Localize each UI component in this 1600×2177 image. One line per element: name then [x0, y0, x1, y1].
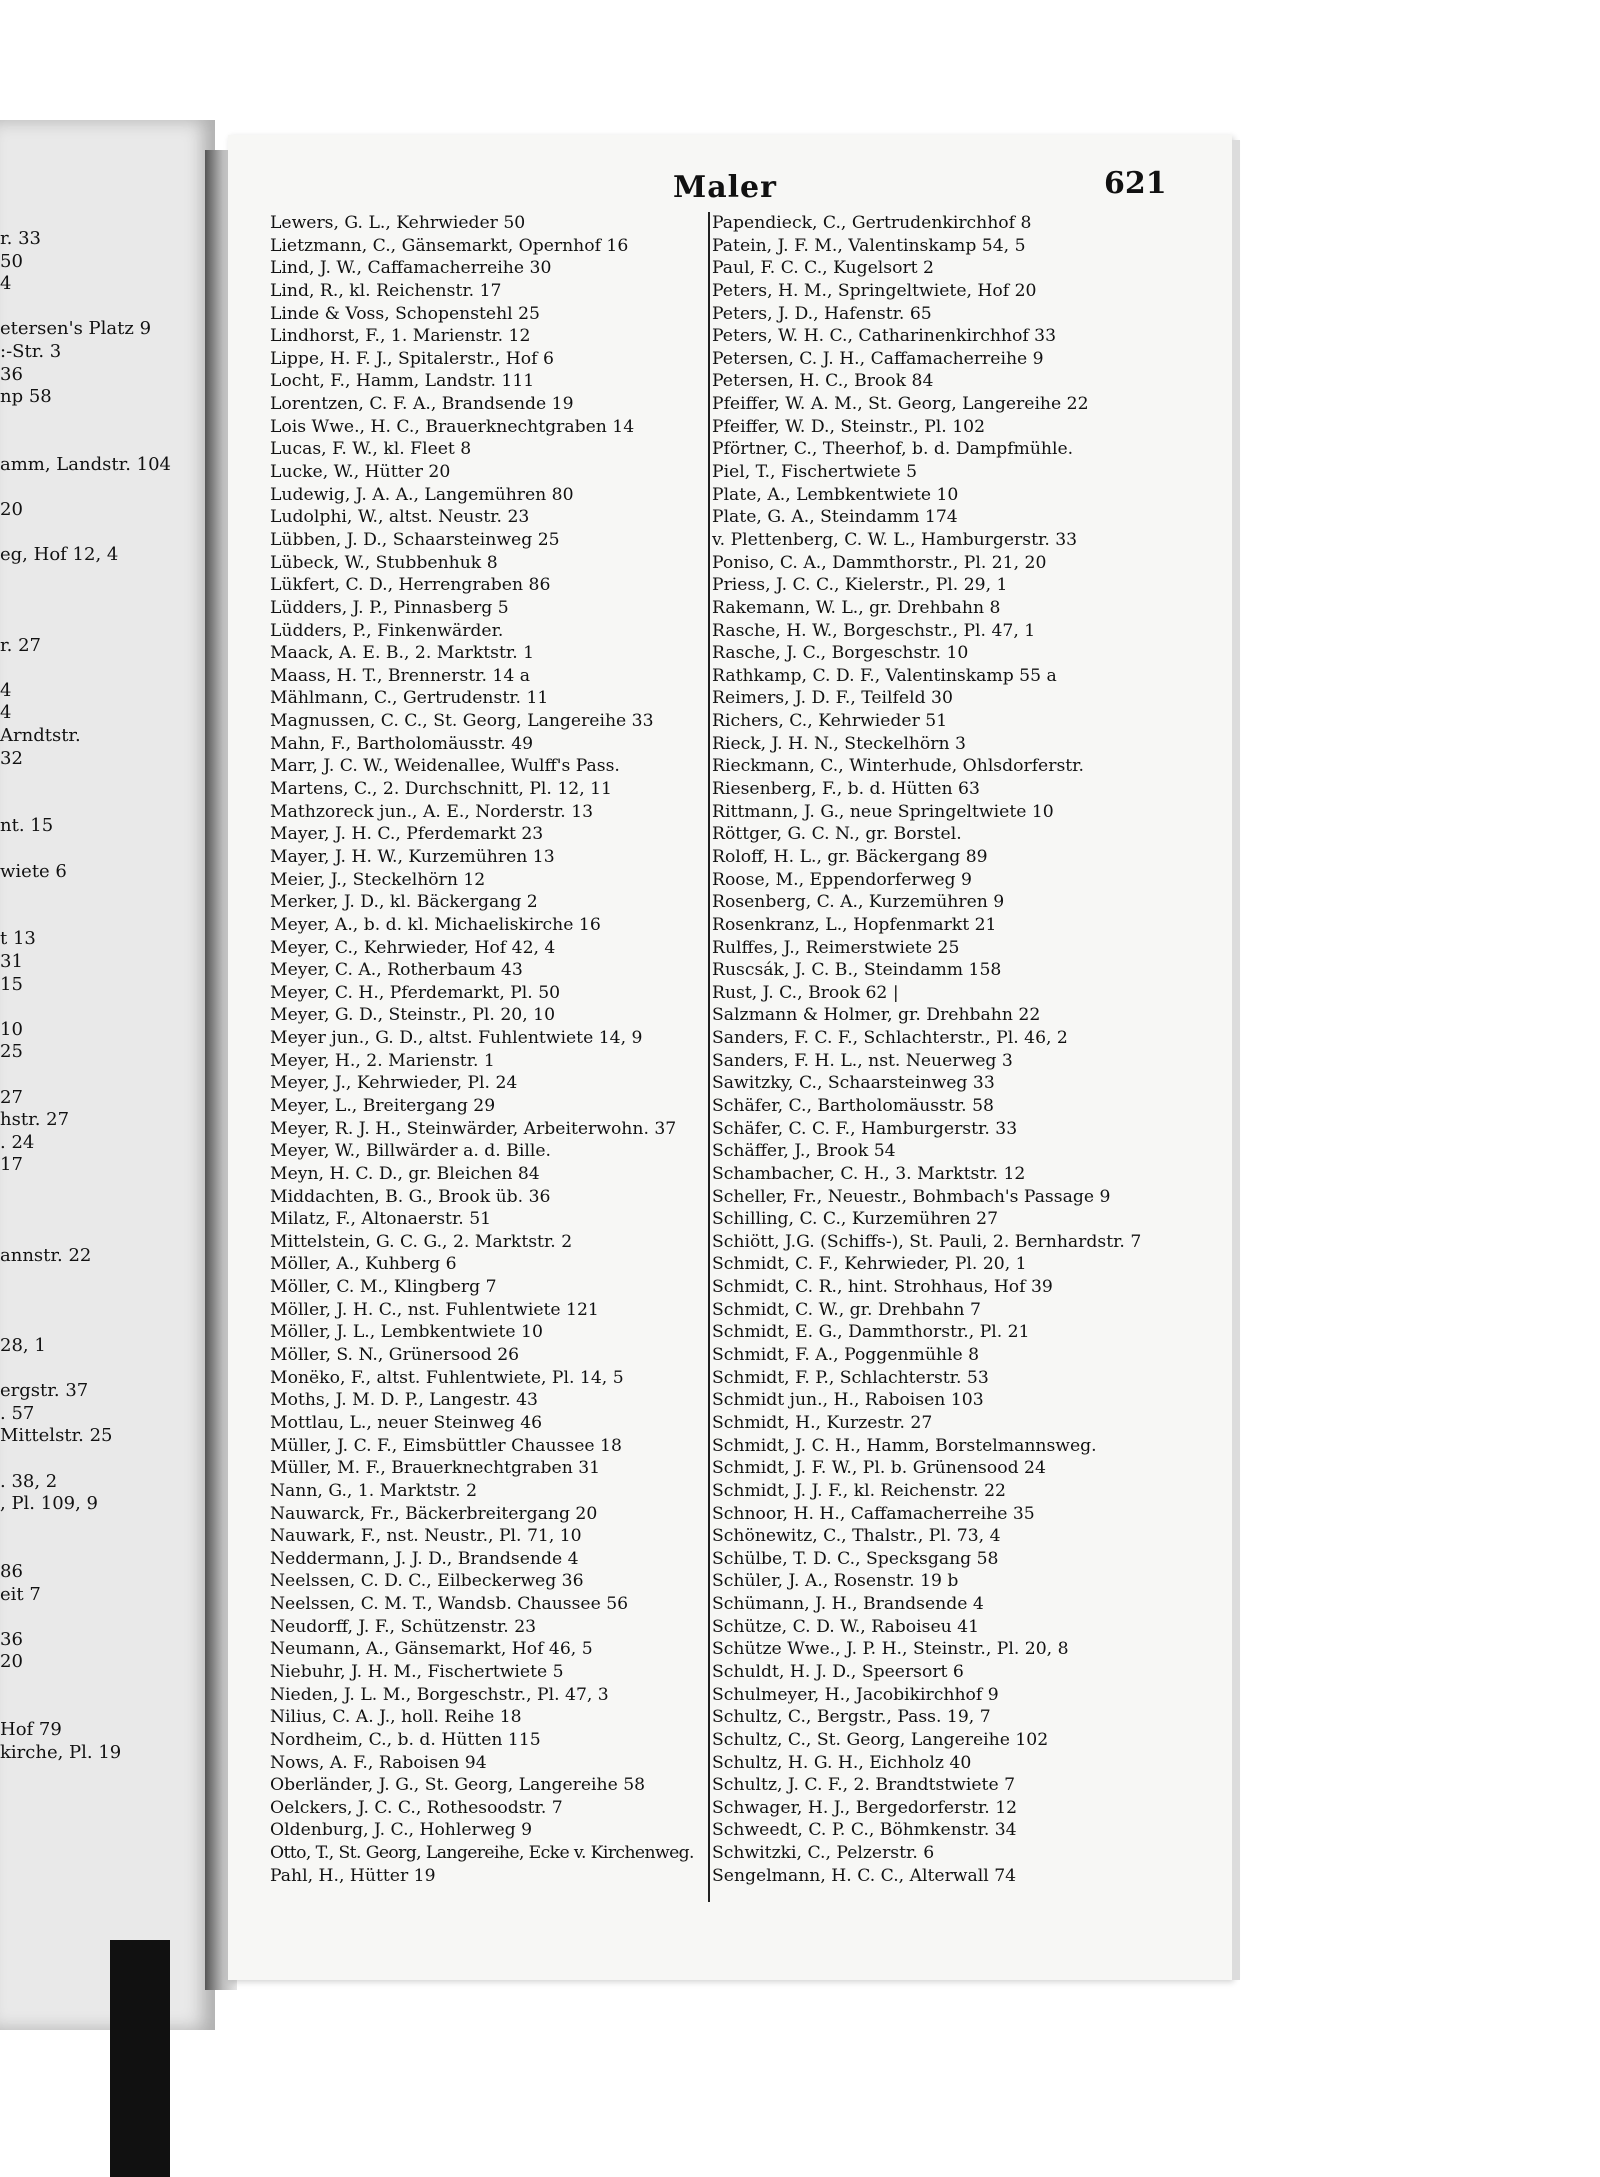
directory-entry: Meyer jun., G. D., altst. Fuhlentwiete 14, 9 — [270, 1028, 643, 1049]
directory-column-right — [712, 212, 1142, 1887]
directory-entry: Schütze, C. D. W., Raboiseu 41 — [712, 1616, 980, 1637]
page-number: 621 — [1104, 166, 1167, 201]
left-page-fragment: . 24 — [0, 1131, 35, 1153]
left-page-fragment — [0, 1538, 215, 1561]
directory-entry: Plate, A., Lembkentwiete 10 — [712, 484, 959, 505]
directory-entry: Mayer, J. H. W., Kurzemühren 13 — [270, 846, 555, 867]
directory-entry: Schilling, C. C., Kurzemühren 27 — [712, 1209, 999, 1230]
directory-entry: Möller, A., Kuhberg 6 — [270, 1254, 457, 1275]
left-page-fragment — [0, 1358, 215, 1381]
left-page-fragment: kirche, Pl. 19 — [0, 1741, 122, 1763]
directory-entry: Nann, G., 1. Marktstr. 2 — [270, 1480, 478, 1501]
left-page-fragment — [0, 612, 215, 635]
directory-entry: Piel, T., Fischertwiete 5 — [712, 462, 918, 483]
directory-entry: Mählmann, C., Gertrudenstr. 11 — [270, 688, 549, 709]
directory-entry: Peters, J. D., Hafenstr. 65 — [712, 303, 932, 324]
left-page-fragment: 10 — [0, 1018, 23, 1040]
directory-entry: Schnoor, H. H., Caffamacherreihe 35 — [712, 1503, 1035, 1524]
directory-entry: Möller, S. N., Grünersood 26 — [270, 1345, 520, 1366]
directory-entry: Scheller, Fr., Neuestr., Bohmbach's Passage 9 — [712, 1186, 1111, 1207]
left-page-fragment: 50 — [0, 250, 23, 272]
directory-entry: Lewers, G. L., Kehrwieder 50 — [270, 213, 526, 233]
directory-entry: Lindhorst, F., 1. Marienstr. 12 — [270, 326, 531, 347]
left-page-fragment — [0, 567, 215, 590]
directory-entry: Meier, J., Steckelhörn 12 — [270, 869, 486, 890]
directory-entry: Nauwark, F., nst. Neustr., Pl. 71, 10 — [270, 1526, 582, 1547]
left-page-fragment: Mittelstr. 25 — [0, 1425, 113, 1447]
directory-entry: Pförtner, C., Theerhof, b. d. Dampfmühle. — [712, 439, 1074, 460]
directory-entry: Schmidt, H., Kurzestr. 27 — [712, 1412, 933, 1433]
directory-entry: Rasche, J. C., Borgeschstr. 10 — [712, 643, 969, 664]
directory-entry: Patein, J. F. M., Valentinskamp 54, 5 — [712, 235, 1026, 256]
directory-entry: Martens, C., 2. Durchschnitt, Pl. 12, 11 — [270, 779, 612, 800]
directory-entry: Schwager, H. J., Bergedorferstr. 12 — [712, 1797, 1018, 1818]
directory-entry: Mittelstein, G. C. G., 2. Marktstr. 2 — [270, 1231, 573, 1252]
directory-entry: Neumann, A., Gänsemarkt, Hof 46, 5 — [270, 1639, 593, 1660]
left-page-fragment — [0, 838, 215, 861]
left-page-fragment: np 58 — [0, 386, 52, 408]
left-page-fragment — [0, 1448, 215, 1471]
left-page-fragment: t 13 — [0, 928, 36, 950]
directory-entry: Rakemann, W. L., gr. Drehbahn 8 — [712, 597, 1001, 618]
left-page-fragment: 15 — [0, 973, 23, 995]
directory-entry: Roose, M., Eppendorferweg 9 — [712, 869, 972, 890]
left-page-fragment — [0, 1313, 215, 1336]
page-header-title: Maler — [673, 170, 777, 205]
left-page-fragment: 27 — [0, 1086, 23, 1108]
directory-entry: Moths, J. M. D. P., Langestr. 43 — [270, 1390, 538, 1411]
directory-entry: Schultz, C., St. Georg, Langereihe 102 — [712, 1729, 1049, 1750]
left-page-fragment: :-Str. 3 — [0, 340, 62, 362]
left-page-fragment — [0, 590, 215, 613]
directory-entry: Merker, J. D., kl. Bäckergang 2 — [270, 892, 538, 913]
left-page-fragment: 36 — [0, 1628, 23, 1650]
directory-entry: Meyer, C. H., Pferdemarkt, Pl. 50 — [270, 982, 561, 1003]
directory-entry: Peters, H. M., Springeltwiete, Hof 20 — [712, 280, 1037, 301]
directory-entry: v. Plettenberg, C. W. L., Hamburgerstr. 33 — [712, 529, 1078, 550]
directory-entry: Mahn, F., Bartholomäusstr. 49 — [270, 733, 534, 754]
directory-entry: Meyer, R. J. H., Steinwärder, Arbeiterwohn. 37 — [270, 1118, 677, 1139]
directory-entry: Lübben, J. D., Schaarsteinweg 25 — [270, 529, 560, 550]
directory-entry: Rieckmann, C., Winterhude, Ohlsdorferstr. — [712, 756, 1084, 777]
left-page-fragment: 36 — [0, 363, 23, 385]
left-page-fragment: 20 — [0, 499, 23, 521]
directory-entry: Schmidt, J. J. F., kl. Reichenstr. 22 — [712, 1480, 1006, 1501]
directory-entry: Locht, F., Hamm, Landstr. 111 — [270, 371, 535, 392]
directory-entry: Röttger, G. C. N., gr. Borstel. — [712, 824, 962, 845]
book-binding-edge — [110, 1940, 170, 2177]
directory-entry: Paul, F. C. C., Kugelsort 2 — [712, 258, 934, 279]
directory-entry: Schülbe, T. D. C., Specksgang 58 — [712, 1548, 999, 1569]
directory-entry: Schönewitz, C., Thalstr., Pl. 73, 4 — [712, 1526, 1001, 1547]
directory-entry: Mathzoreck jun., A. E., Norderstr. 13 — [270, 801, 594, 822]
directory-entry: Lois Wwe., H. C., Brauerknechtgraben 14 — [270, 416, 635, 437]
left-page-fragment: eit 7 — [0, 1583, 41, 1605]
directory-entry: Marr, J. C. W., Weidenallee, Wulff's Pass. — [270, 756, 620, 777]
directory-entry: Lind, J. W., Caffamacherreihe 30 — [270, 258, 552, 279]
directory-entry: Schultz, C., Bergstr., Pass. 19, 7 — [712, 1707, 991, 1728]
left-page-fragment — [0, 522, 215, 545]
left-page-fragment — [0, 770, 215, 793]
left-page-fragment: 4 — [0, 679, 12, 701]
directory-entry: Möller, J. H. C., nst. Fuhlentwiete 121 — [270, 1299, 599, 1320]
directory-entry: Schäfer, C. C. F., Hamburgerstr. 33 — [712, 1118, 1018, 1139]
directory-entry: Petersen, H. C., Brook 84 — [712, 371, 934, 392]
directory-entry: Schütze Wwe., J. P. H., Steinstr., Pl. 20, 8 — [712, 1639, 1069, 1660]
directory-entry: Mayer, J. H. C., Pferdemarkt 23 — [270, 824, 544, 845]
left-page-fragment — [0, 477, 215, 500]
directory-entry: Schiött, J.G. (Schiffs-), St. Pauli, 2. Bernhardstr. 7 — [712, 1231, 1142, 1252]
directory-entry: Lind, R., kl. Reichenstr. 17 — [270, 280, 502, 301]
directory-entry: Middachten, B. G., Brook üb. 36 — [270, 1186, 551, 1207]
directory-entry: Meyer, C. A., Rotherbaum 43 — [270, 960, 523, 981]
directory-entry: Meyer, A., b. d. kl. Michaeliskirche 16 — [270, 914, 601, 935]
left-page-fragment: eg, Hof 12, 4 — [0, 544, 119, 566]
directory-entry: Ludewig, J. A. A., Langemühren 80 — [270, 484, 574, 505]
directory-entry: Meyer, W., Billwärder a. d. Bille. — [270, 1141, 551, 1162]
left-page-fragment: 28, 1 — [0, 1335, 46, 1357]
left-page-fragment — [0, 1516, 215, 1539]
left-page-fragment — [0, 431, 215, 454]
left-page-fragment — [0, 1674, 215, 1697]
directory-entry: Müller, J. C. F., Eimsbüttler Chaussee 18 — [270, 1435, 622, 1456]
directory-entry: Rulffes, J., Reimerstwiete 25 — [712, 937, 960, 958]
directory-entry: Müller, M. F., Brauerknechtgraben 31 — [270, 1458, 601, 1479]
directory-entry: Rathkamp, C. D. F., Valentinskamp 55 a — [712, 665, 1057, 686]
directory-entry: Schäffer, J., Brook 54 — [712, 1141, 896, 1162]
directory-entry: Neddermann, J. J. D., Brandsende 4 — [270, 1548, 579, 1569]
directory-entry: Meyn, H. C. D., gr. Bleichen 84 — [270, 1163, 540, 1184]
left-page-fragment: 17 — [0, 1154, 23, 1176]
directory-entry: Lübeck, W., Stubbenhuk 8 — [270, 552, 498, 573]
left-page-fragment — [0, 1222, 215, 1245]
left-page-fragment: etersen's Platz 9 — [0, 318, 152, 340]
directory-entry: Schambacher, C. H., 3. Marktstr. 12 — [712, 1163, 1026, 1184]
directory-entry: Poniso, C. A., Dammthorstr., Pl. 21, 20 — [712, 552, 1047, 573]
directory-entry: Magnussen, C. C., St. Georg, Langereihe 33 — [270, 711, 654, 732]
left-page-text-fragments — [0, 228, 215, 1764]
directory-entry: Meyer, L., Breitergang 29 — [270, 1095, 496, 1116]
directory-entry: Ruscsák, J. C. B., Steindamm 158 — [712, 960, 1002, 981]
directory-entry: Mottlau, L., neuer Steinweg 46 — [270, 1412, 543, 1433]
directory-entry: Schulmeyer, H., Jacobikirchhof 9 — [712, 1684, 999, 1705]
column-divider — [708, 212, 710, 1902]
left-page-fragment — [0, 906, 215, 929]
left-page-fragment: wiete 6 — [0, 860, 67, 882]
left-page-fragment — [0, 883, 215, 906]
directory-column-left — [270, 212, 715, 1887]
directory-entry: Schmidt, E. G., Dammthorstr., Pl. 21 — [712, 1322, 1030, 1343]
directory-entry: Schüler, J. A., Rosenstr. 19 b — [712, 1571, 959, 1592]
directory-entry: Lucke, W., Hütter 20 — [270, 462, 451, 483]
directory-entry: Ludolphi, W., altst. Neustr. 23 — [270, 507, 530, 528]
directory-entry: Sanders, F. H. L., nst. Neuerweg 3 — [712, 1050, 1013, 1071]
directory-entry: Schmidt, J. C. H., Hamm, Borstelmannsweg. — [712, 1435, 1097, 1456]
left-page-fragment — [0, 996, 215, 1019]
left-page-fragment — [0, 1290, 215, 1313]
directory-entry: Pfeiffer, W. A. M., St. Georg, Langereihe 22 — [712, 394, 1089, 415]
directory-entry: Rust, J. C., Brook 62 | — [712, 982, 899, 1003]
directory-entry: Rieck, J. H. N., Steckelhörn 3 — [712, 733, 966, 754]
directory-entry: Schmidt, J. F. W., Pl. b. Grünensood 24 — [712, 1458, 1046, 1479]
left-page-fragment: 20 — [0, 1651, 23, 1673]
left-page-fragment: 4 — [0, 702, 12, 724]
directory-entry: Linde & Voss, Schopenstehl 25 — [270, 303, 540, 324]
directory-entry: Möller, C. M., Klingberg 7 — [270, 1277, 497, 1298]
directory-entry: Peters, W. H. C., Catharinenkirchhof 33 — [712, 326, 1057, 347]
directory-entry: Oberländer, J. G., St. Georg, Langereihe 58 — [270, 1775, 646, 1796]
directory-entry: Petersen, C. J. H., Caffamacherreihe 9 — [712, 348, 1044, 369]
directory-entry: Schmidt jun., H., Raboisen 103 — [712, 1390, 984, 1411]
left-page-fragment: 32 — [0, 747, 23, 769]
left-page-fragment: annstr. 22 — [0, 1244, 92, 1266]
left-page-fragment — [0, 1064, 215, 1087]
directory-entry: Lüdders, J. P., Pinnasberg 5 — [270, 597, 509, 618]
directory-entry: Rosenberg, C. A., Kurzemühren 9 — [712, 892, 1005, 913]
directory-entry: Schultz, H. G. H., Eichholz 40 — [712, 1752, 972, 1773]
directory-entry: Meyer, C., Kehrwieder, Hof 42, 4 — [270, 937, 556, 958]
left-page-fragment — [0, 793, 215, 816]
left-page-fragment — [0, 657, 215, 680]
directory-entry: Richers, C., Kehrwieder 51 — [712, 711, 948, 732]
directory-entry: Schäfer, C., Bartholomäusstr. 58 — [712, 1095, 994, 1116]
directory-entry: Schmidt, F. P., Schlachterstr. 53 — [712, 1367, 989, 1388]
directory-entry: Schmidt, C. F., Kehrwieder, Pl. 20, 1 — [712, 1254, 1027, 1275]
directory-entry: Roloff, H. L., gr. Bäckergang 89 — [712, 846, 988, 867]
left-page-fragment: 25 — [0, 1041, 23, 1063]
directory-entry: Nieden, J. L. M., Borgeschstr., Pl. 47, 3 — [270, 1684, 609, 1705]
directory-entry: Oelckers, J. C. C., Rothesoodstr. 7 — [270, 1797, 563, 1818]
directory-entry: Schmidt, F. A., Poggenmühle 8 — [712, 1345, 980, 1366]
directory-entry: Lucas, F. W., kl. Fleet 8 — [270, 439, 472, 460]
directory-entry: Riesenberg, F., b. d. Hütten 63 — [712, 779, 980, 800]
directory-entry: Sengelmann, H. C. C., Alterwall 74 — [712, 1865, 1017, 1886]
directory-entry: Rittmann, J. G., neue Springeltwiete 10 — [712, 801, 1054, 822]
left-page-fragment — [0, 1267, 215, 1290]
directory-entry: Milatz, F., Altonaerstr. 51 — [270, 1209, 492, 1230]
left-page-fragment — [0, 1606, 215, 1629]
directory-entry: Pfeiffer, W. D., Steinstr., Pl. 102 — [712, 416, 986, 437]
directory-entry: Schweedt, C. P. C., Böhmkenstr. 34 — [712, 1820, 1017, 1841]
directory-entry: Nordheim, C., b. d. Hütten 115 — [270, 1729, 541, 1750]
directory-entry: Salzmann & Holmer, gr. Drehbahn 22 — [712, 1005, 1041, 1026]
directory-entry: Meyer, H., 2. Marienstr. 1 — [270, 1050, 495, 1071]
directory-entry: Neelssen, C. M. T., Wandsb. Chaussee 56 — [270, 1594, 629, 1615]
directory-entry: Lüdders, P., Finkenwärder. — [270, 620, 504, 641]
directory-entry: Schmidt, C. R., hint. Strohhaus, Hof 39 — [712, 1277, 1053, 1298]
directory-entry: Nows, A. F., Raboisen 94 — [270, 1752, 487, 1773]
left-page-fragment: r. 33 — [0, 228, 41, 249]
directory-entry: Rasche, H. W., Borgeschstr., Pl. 47, 1 — [712, 620, 1036, 641]
directory-entry: Lorentzen, C. F. A., Brandsende 19 — [270, 394, 574, 415]
directory-entry: Maack, A. E. B., 2. Marktstr. 1 — [270, 643, 535, 664]
left-page-fragment: 31 — [0, 951, 23, 972]
left-page-fragment: Arndtstr. — [0, 725, 81, 747]
left-page-fragment: hstr. 27 — [0, 1109, 70, 1131]
directory-entry: Schmidt, C. W., gr. Drehbahn 7 — [712, 1299, 981, 1320]
left-page-fragment: amm, Landstr. 104 — [0, 453, 172, 475]
directory-entry: Papendieck, C., Gertrudenkirchhof 8 — [712, 213, 1032, 233]
directory-entry: Lietzmann, C., Gänsemarkt, Opernhof 16 — [270, 235, 629, 256]
left-page-fragment: r. 27 — [0, 634, 41, 656]
left-page-fragment: ergstr. 37 — [0, 1380, 89, 1402]
directory-entry: Nauwarck, Fr., Bäckerbreitergang 20 — [270, 1503, 598, 1524]
directory-entry: Neelssen, C. D. C., Eilbeckerweg 36 — [270, 1571, 584, 1592]
directory-entry: Sawitzky, C., Schaarsteinweg 33 — [712, 1073, 995, 1094]
directory-entry: Schümann, J. H., Brandsende 4 — [712, 1594, 984, 1615]
directory-entry: Meyer, G. D., Steinstr., Pl. 20, 10 — [270, 1005, 556, 1026]
left-page-fragment — [0, 409, 215, 432]
directory-entry: Reimers, J. D. F., Teilfeld 30 — [712, 688, 953, 709]
directory-entry: Lükfert, C. D., Herrengraben 86 — [270, 575, 551, 596]
left-page-fragment: 86 — [0, 1561, 23, 1583]
directory-entry: Möller, J. L., Lembkentwiete 10 — [270, 1322, 543, 1343]
directory-entry: Rosenkranz, L., Hopfenmarkt 21 — [712, 914, 997, 935]
directory-entry: Schuldt, H. J. D., Speersort 6 — [712, 1662, 964, 1682]
directory-entry: Schultz, J. C. F., 2. Brandtstwiete 7 — [712, 1775, 1016, 1796]
left-page-fragment: . 38, 2 — [0, 1470, 58, 1492]
directory-entry: Schwitzki, C., Pelzerstr. 6 — [712, 1843, 935, 1864]
directory-entry: Oldenburg, J. C., Hohlerweg 9 — [270, 1820, 533, 1841]
directory-entry: Priess, J. C. C., Kielerstr., Pl. 29, 1 — [712, 575, 1008, 596]
directory-entry: Neudorff, J. F., Schützenstr. 23 — [270, 1616, 537, 1637]
directory-entry: Otto, T., St. Georg, Langereihe, Ecke v. Kirchenweg. — [270, 1843, 694, 1864]
directory-entry: Niebuhr, J. H. M., Fischertwiete 5 — [270, 1662, 564, 1682]
directory-entry: Maass, H. T., Brennerstr. 14 a — [270, 665, 531, 686]
directory-entry: Sanders, F. C. F., Schlachterstr., Pl. 46, 2 — [712, 1028, 1068, 1049]
left-page-fragment — [0, 1200, 215, 1223]
directory-entry: Nilius, C. A. J., holl. Reihe 18 — [270, 1707, 522, 1728]
left-page-fragment: , Pl. 109, 9 — [0, 1493, 99, 1515]
directory-entry: Plate, G. A., Steindamm 174 — [712, 507, 958, 528]
left-page-fragment: Hof 79 — [0, 1719, 62, 1741]
left-page-fragment — [0, 296, 215, 319]
left-page-fragment: nt. 15 — [0, 815, 54, 837]
page-edge — [1232, 140, 1240, 1980]
left-page-fragment — [0, 1697, 215, 1720]
directory-entry: Meyer, J., Kehrwieder, Pl. 24 — [270, 1073, 518, 1094]
left-page-fragment — [0, 1177, 215, 1200]
left-page-fragment: 4 — [0, 273, 12, 295]
left-page-fragment: . 57 — [0, 1402, 35, 1424]
directory-entry: Monëko, F., altst. Fuhlentwiete, Pl. 14, 5 — [270, 1367, 624, 1388]
directory-entry: Lippe, H. F. J., Spitalerstr., Hof 6 — [270, 348, 554, 369]
directory-entry: Pahl, H., Hütter 19 — [270, 1865, 436, 1886]
